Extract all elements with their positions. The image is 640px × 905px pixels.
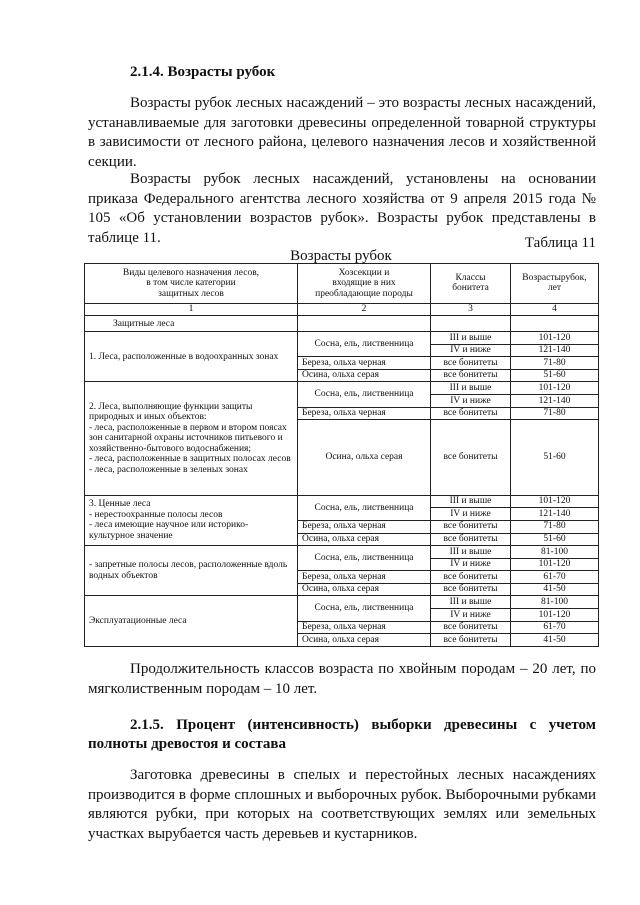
table-row: 2. Леса, выполняющие функции защиты природных и иных объектов: - леса, расположенные в первом и втором поясах зон санитарной охраны источников питьевого и хозяйственно-бытового водоснабжения; - леса, расположенные в защитных полосах лесов - леса, расположенные в зеленых зонах Сосна, ель, лиственница III и выше 101-120 [85,382,599,395]
paragraph-legal-basis: Возрасты рубок лесных насаждений, установлены на основании приказа Федерального агентства лесного хозяйства от 9 апреля 2015 года № 105 «Об установлении возрастов рубок». Возрасты рубок представлены в таблице 11. [88,171,596,246]
table-header-row [85,264,599,304]
table-row: Осина, ольха серая все бонитеты 41-50 [85,583,599,596]
table-row: Береза, ольха черная все бонитеты 61-70 [85,621,599,634]
category-restricted-strips: - запретные полосы лесов, расположенные вдоль водных объектов [85,546,298,596]
table-row: Береза, ольха черная все бонитеты 71-80 [85,357,599,370]
table-row: IV и ниже 121-140 [85,508,599,521]
category-exploitation-forests: Эксплуатационные леса [85,596,298,647]
table-row: Эксплуатационные леса Сосна, ель, лиственница III и выше 81-100 [85,596,599,609]
paragraph-harvesting: Заготовка древесины в спелых и перестойных лесных насаждениях производится в форме сплошных и выборочных рубок. Выборочными рубками являются рубки, при которых на соответствующих землях или земельных участках вырубается часть деревьев и кустарников. [88,767,596,842]
column-number-row: 1 2 3 4 [85,303,599,316]
category-protection-functions: 2. Леса, выполняющие функции защиты природных и иных объектов: - леса, расположенные в первом и втором поясах зон санитарной охраны источников питьевого и хозяйственно-бытового водоснабжения; - леса, расположенные в защитных полосах лесов - леса, расположенные в зеленых зонах [85,382,298,495]
paragraph-age-classes: Продолжительность классов возраста по хвойным породам – 20 лет, по мягколиственным породам – 10 лет. [88,661,596,697]
header-purpose: Виды целевого назначения лесов, в том числе категории защитных лесов [85,264,298,304]
table-row: IV и ниже 121-140 [85,344,599,357]
table-row: IV и ниже 121-140 [85,395,599,408]
table-row: Береза, ольха черная все бонитеты 61-70 [85,571,599,584]
header-cutting-age: Возрастырубок, лет [511,264,599,304]
protective-forests-label: Защитные леса [85,316,298,332]
table-row: Осина, ольха серая все бонитеты 51-60 [85,369,599,382]
table-row: Осина, ольха серая все бонитеты 51-60 [85,420,599,496]
table-label: Таблица 11 [524,235,596,251]
table-row: 3. Ценные леса - нерестоохранные полосы лесов - леса имеющие научное или историко-культурное значение Сосна, ель, лиственница III и выше 101-120 [85,495,599,508]
table-row: Осина, ольха серая все бонитеты 41-50 [85,634,599,647]
header-sections: Хозсекции и входящие в них преобладающие породы [298,264,431,304]
table-row: 1. Леса, расположенные в водоохранных зонах Сосна, ель, лиственница III и выше 101-120 [85,332,599,345]
table-row: Береза, ольха черная все бонитеты 71-80 [85,407,599,420]
paragraph-definition: Возрасты рубок лесных насаждений – это возрасты лесных насаждений, устанавливаемые для заготовки древесины определенной товарной структуры в зависимости от лесного района, целевого назначения лесов и хозяйственной секции. [88,95,596,170]
table-row: IV и ниже 101-120 [85,608,599,621]
header-bonitet: Классы бонитета [431,264,511,304]
table-row: IV и ниже 101-120 [85,558,599,571]
category-valuable-forests: 3. Ценные леса - нерестоохранные полосы лесов - леса имеющие научное или историко-культурное значение [85,495,298,545]
section-heading-2-1-5: 2.1.5. Процент (интенсивность) выборки древесины с учетом полноты древостоя и состава [88,717,596,752]
table-row: Осина, ольха серая все бонитеты 51-60 [85,533,599,546]
section-heading-2-1-4: 2.1.4. Возрасты рубок [130,64,276,80]
table-caption: Возрасты рубок [290,248,392,264]
cutting-age-table [84,263,599,647]
protective-forests-row [85,316,599,332]
table-row: - запретные полосы лесов, расположенные вдоль водных объектов Сосна, ель, лиственница III и выше 81-100 [85,546,599,559]
category-water-protection: 1. Леса, расположенные в водоохранных зонах [85,332,298,382]
table-row: Береза, ольха черная все бонитеты 71-80 [85,520,599,533]
